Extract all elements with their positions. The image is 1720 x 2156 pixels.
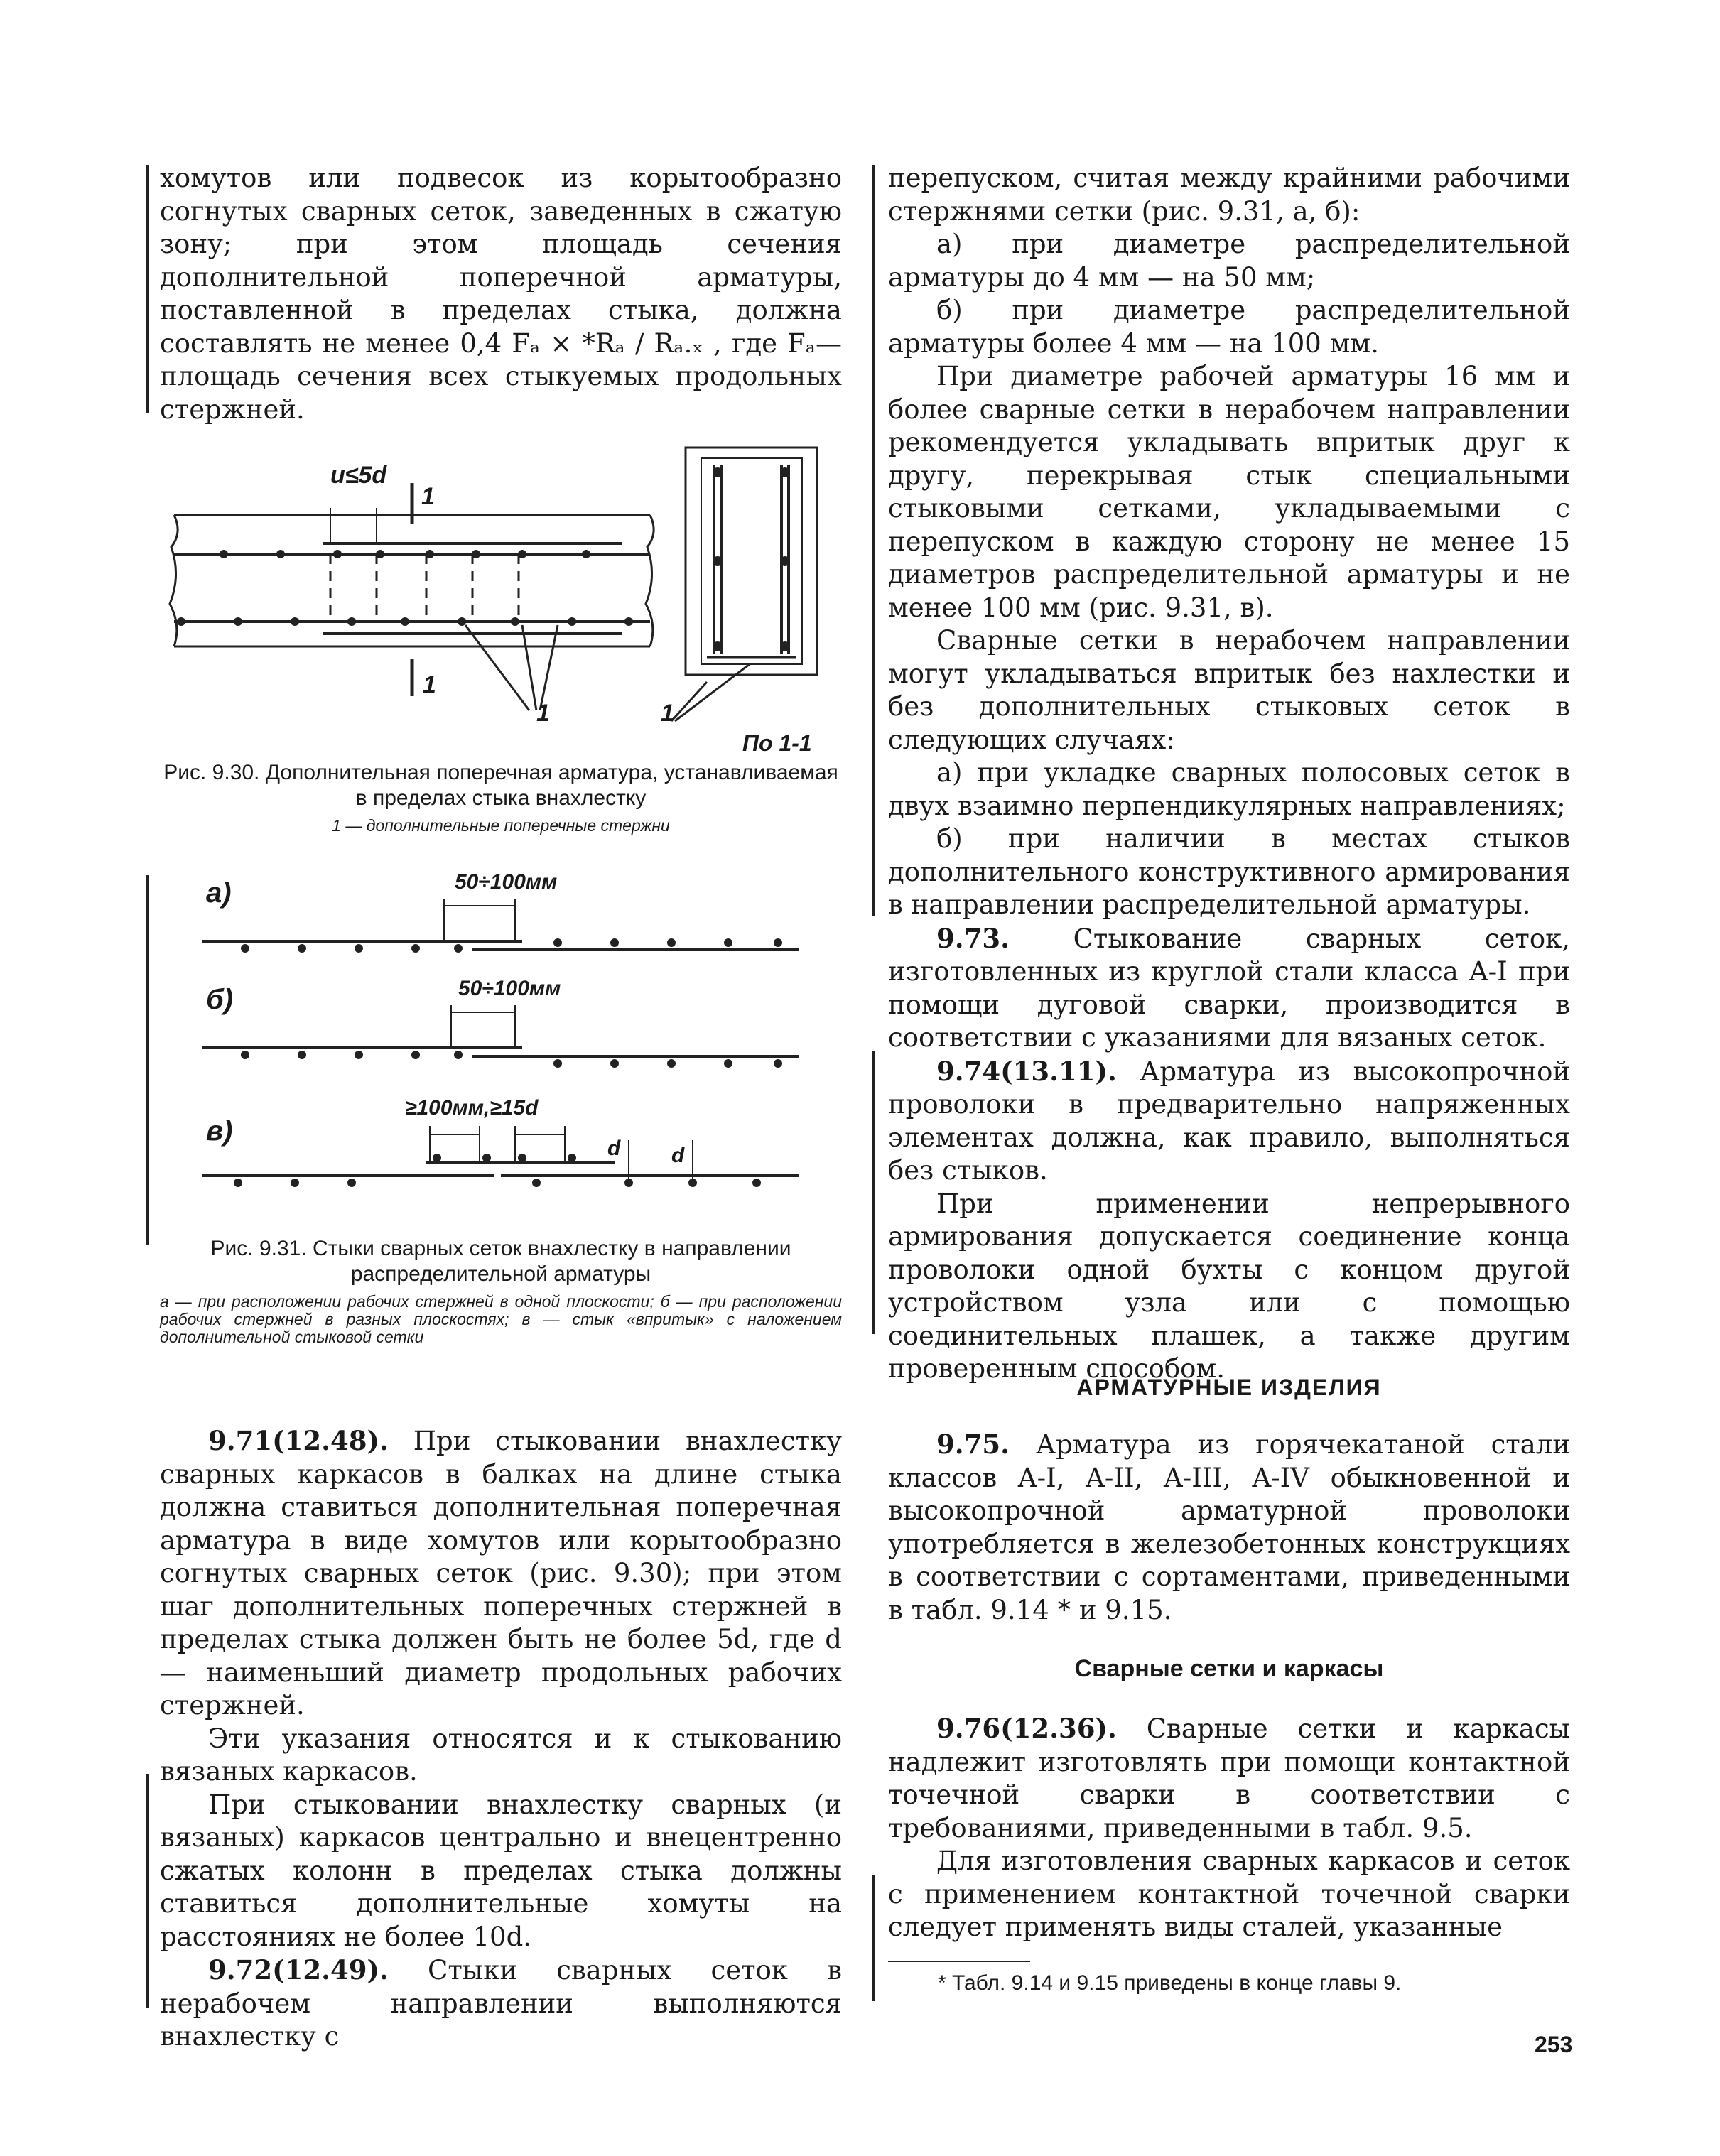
- figure-caption: Рис. 9.30. Дополнительная поперечная арматура, устанавливаемая в пределах стыка внахлестку: [163, 761, 838, 810]
- left-column-bottom: [160, 1424, 842, 2054]
- clause-text: Стыкование сварных сеток, изготовленных из круглой стали класса A-I при помощи дуговой сварки, производится в соответствии с указаниями для вязаных сеток.: [888, 923, 1571, 1053]
- label-section: По 1-1: [742, 730, 812, 756]
- clause-text: Арматура из высокопрочной проволоки в предварительно напряженных элементах должна, как правило, выполняться без стыков.: [888, 1056, 1570, 1186]
- clause-text: Сварные сетки и каркасы надлежит изготовлять при помощи контактной точечной сварки в соответствии с требованиями, приведенными в табл. 9.5.: [888, 1713, 1570, 1843]
- page-number: 253: [1535, 2032, 1573, 2057]
- revision-bar: [872, 1875, 875, 2001]
- paragraph: Для изготовления сварных каркасов и сеток с применением контактной точечной сварки следует применять виды сталей, указанные: [888, 1846, 1570, 1942]
- subsection-heading: Сварные сетки и каркасы: [1074, 1655, 1384, 1682]
- paragraph: [888, 1055, 1570, 1188]
- right-column-section: [888, 1428, 1570, 1627]
- paragraph: б) при диаметре распределительной арматуры более 4 мм — на 100 мм.: [888, 295, 1570, 359]
- label-1: 1: [421, 483, 435, 510]
- right-column-subsection: [888, 1712, 1570, 1944]
- label-b: б): [206, 984, 234, 1015]
- clause-text: При стыковании внахлестку сварных каркасов в балках на длине стыка должна ставиться дополнительная поперечная арматура в виде хомутов или корытообразно согнутых сварных сеток (рис. 9.30); при этом шаг дополнительных поперечных стержней в пределах стыка должен быть не более 5d, где d — наименьший диаметр продольных рабочих стержней.: [160, 1426, 843, 1721]
- paragraph: Эти указания относятся и к стыкованию вязаных каркасов.: [160, 1723, 842, 1787]
- revision-bar: [146, 875, 149, 1245]
- label-u: u≤5d: [330, 462, 387, 489]
- dimension-b: 50÷100мм: [458, 977, 561, 1000]
- clause-number: 9.76(12.36).: [936, 1713, 1117, 1744]
- right-column: [888, 162, 1570, 1386]
- paragraph: [160, 1424, 842, 1723]
- dimension-a: 50÷100мм: [455, 870, 558, 894]
- clause-text: Арматура из горячекатаной стали классов A-I, A-II, A-III, A-IV обыкновенной и высокопрочной арматурной проволоки употребляется в железобетонных конструкциях в соответствии с сортаментами, приведенными в табл. 9.14 * и 9.15.: [888, 1429, 1570, 1625]
- clause-number: 9.74(13.11).: [936, 1055, 1117, 1087]
- clause-number: 9.72(12.49).: [208, 1954, 389, 1986]
- clause-number: 9.75.: [936, 1429, 1010, 1460]
- section-heading: АРМАТУРНЫЕ ИЗДЕЛИЯ: [1076, 1375, 1382, 1400]
- footnote: * Табл. 9.14 и 9.15 приведены в конце главы 9.: [938, 1971, 1402, 1995]
- paragraph: Сварные сетки в нерабочем направлении могут укладываться впритык без нахлестки и без дополнительных стыковых сеток в следующих случаях:: [888, 625, 1570, 755]
- mesh-joint-drawing: [160, 870, 842, 1204]
- paragraph: б) при наличии в местах стыков дополнительного конструктивного армирования в направлении распределительной арматуры.: [888, 823, 1570, 920]
- clause-text: Стыки сварных сеток в нерабочем направлении выполняются внахлестку с: [160, 1955, 843, 2052]
- revision-bar: [146, 1774, 149, 2008]
- figure-9-31: [160, 870, 842, 1389]
- label-1: 1: [423, 671, 436, 698]
- paragraph: перепуском, считая между крайними рабочими стержнями сетки (рис. 9.31, а, б):: [888, 163, 1570, 227]
- label-1: 1: [661, 700, 674, 727]
- label-d: d: [671, 1144, 685, 1167]
- paragraph: [160, 1954, 842, 2054]
- paragraph: [888, 1428, 1570, 1627]
- footnote-rule: [888, 1961, 1030, 1962]
- figure-legend: а — при расположении рабочих стержней в одной плоскости; б — при расположении рабочих стержней в разных плоскостях; в — стык «впритык» с наложением дополнительной стыковой сетки: [160, 1292, 842, 1346]
- label-d: d: [607, 1137, 621, 1160]
- paragraph: а) при диаметре распределительной арматуры до 4 мм — на 50 мм;: [888, 229, 1570, 293]
- rebar-joint-drawing: [160, 440, 842, 774]
- left-column: [160, 162, 842, 426]
- clause-number: 9.73.: [936, 922, 1010, 954]
- paragraph: При диаметре рабочей арматуры 16 мм и более сварные сетки в нерабочем направлении рекомендуется укладывать впритык друг к другу, перекрывая стык специальными стыковыми сетками, укладываемыми с перепуском в каждую сторону не менее 15 диаметров распределительной арматуры и не менее 100 мм (рис. 9.31, в).: [888, 361, 1570, 623]
- revision-bar: [872, 165, 875, 916]
- paragraph: а) при укладке сварных полосовых сеток в двух взаимно перпендикулярных направлениях;: [888, 757, 1570, 821]
- figure-9-30: [160, 440, 842, 860]
- clause-number: 9.71(12.48).: [208, 1425, 389, 1456]
- figure-caption: Рис. 9.31. Стыки сварных сеток внахлестку в направлении распределительной арматуры: [210, 1237, 791, 1286]
- paragraph: [888, 922, 1570, 1055]
- label-v: в): [206, 1115, 233, 1147]
- revision-bar: [872, 1051, 875, 1334]
- dimension-v: ≥100мм,≥15d: [405, 1096, 539, 1120]
- paragraph: хомутов или подвесок из корытообразно согнутых сварных сеток, заведенных в сжатую зону; при этом площадь сечения дополнительной поперечной арматуры, поставленной в пределах стыка, должна составлять не менее 0,4 Fₐ × *Rₐ / Rₐ.ₓ , где Fₐ—площадь сечения всех стыкуемых продольных стержней.: [160, 163, 842, 425]
- figure-legend: 1 — дополнительные поперечные стержни: [332, 816, 670, 835]
- paragraph: При стыковании внахлестку сварных (и вязаных) каркасов центрально и внецентренно сжатых колонн в пределах стыка должны ставиться дополнительные хомуты на расстояниях не более 10d.: [160, 1789, 842, 1952]
- label-a: а): [206, 877, 232, 909]
- revision-bar: [146, 165, 149, 413]
- label-1: 1: [536, 700, 550, 727]
- paragraph: [888, 1712, 1570, 1845]
- paragraph: При применении непрерывного армирования допускается соединение конца проволоки одной бухты с концом другой устройством узла или с помощью соединительных плашек, а также другим проверенным способом.: [888, 1188, 1570, 1384]
